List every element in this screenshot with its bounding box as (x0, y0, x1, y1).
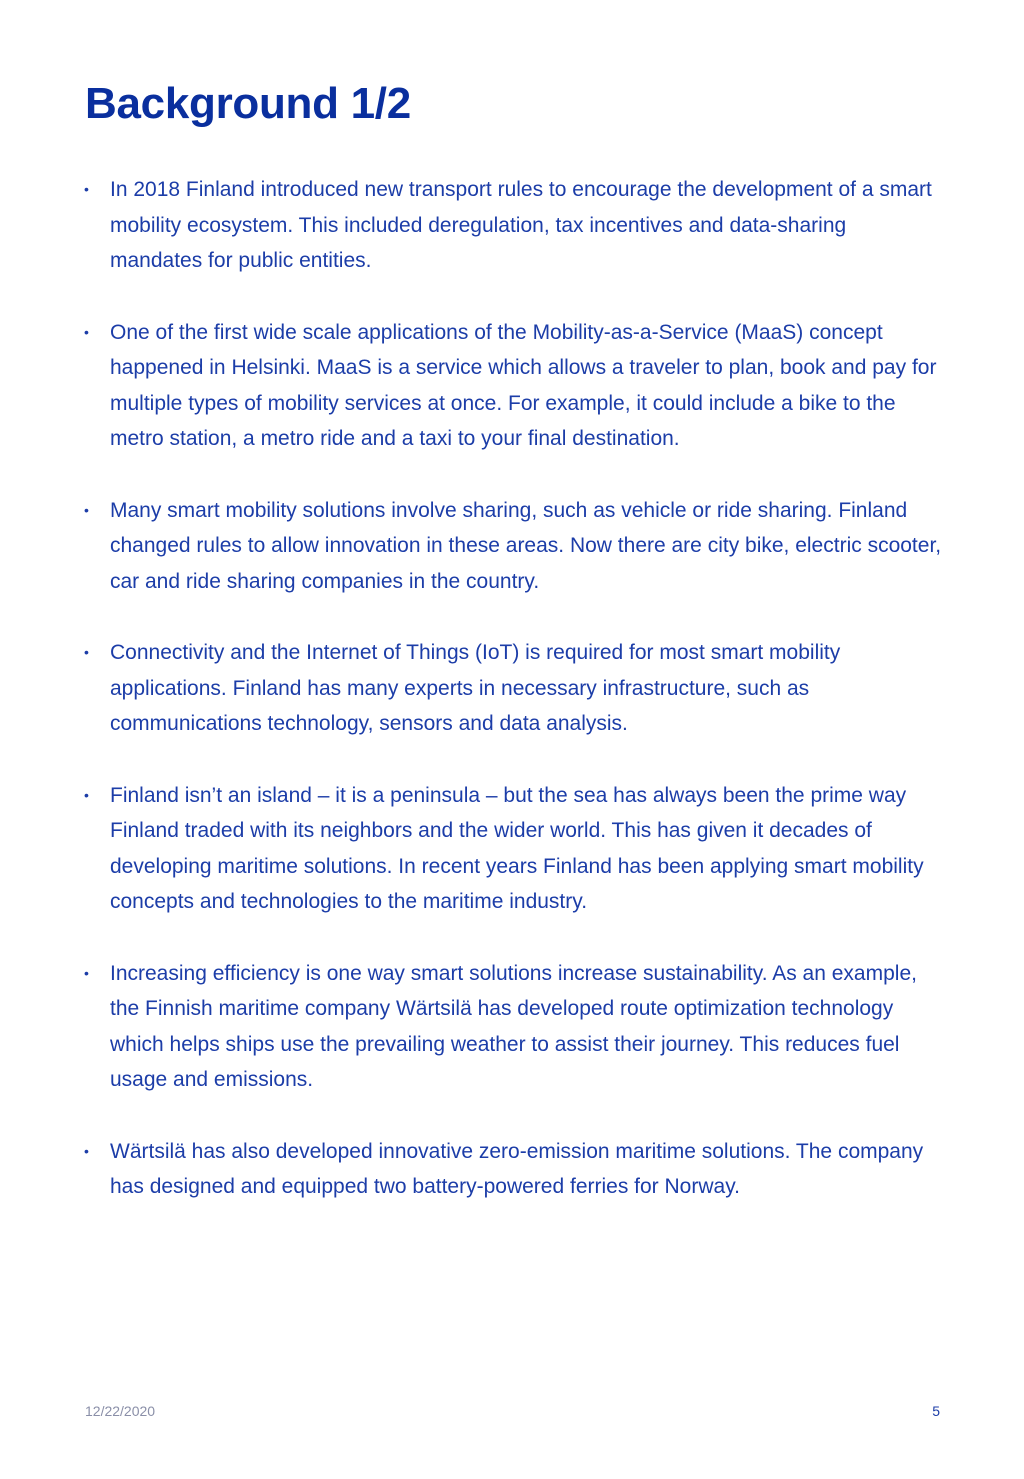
bullet-text: In 2018 Finland introduced new transport rules to encourage the development of a smart mobility ecosystem. This included deregulation, tax incentives and data-sharing mandates for public entities. (110, 178, 932, 272)
bullet-text: Wärtsilä has also developed innovative zero-emission maritime solutions. The company has designed and equipped two battery-powered ferries for Norway. (110, 1139, 924, 1198)
footer-date: 12/22/2020 (85, 1403, 156, 1419)
bullet-text: Connectivity and the Internet of Things (IoT) is required for most smart mobility applications. Finland has many experts in necessary infrastructure, such as communications technology, sensors and data analysis. (110, 641, 841, 735)
bullet-item (84, 956, 944, 1098)
bullet-list (84, 172, 944, 1241)
bullet-item (84, 315, 944, 457)
bullet-text: One of the first wide scale applications of the Mobility-as-a-Service (MaaS) concept happened in Helsinki. MaaS is a service which allows a traveler to plan, book and pay for multiple types of mobility services at once. For example, it could include a bike to the metro station, a metro ride and a taxi to your final destination. (110, 320, 937, 450)
bullet-dot-icon: • (84, 786, 89, 803)
bullet-text: Finland isn’t an island – it is a peninsula – but the sea has always been the prime way Finland traded with its neighbors and the wider world. This has given it decades of developing maritime solutions. In recent years Finland has been applying smart mobility concepts and technologies to the maritime industry. (110, 783, 924, 913)
bullet-dot-icon: • (84, 644, 89, 660)
bullet-item (84, 172, 944, 279)
bullet-item (84, 1134, 944, 1205)
bullet-dot-icon: • (84, 964, 89, 981)
bullet-item (84, 778, 944, 920)
bullet-dot-icon: • (84, 323, 89, 340)
page-number: 5 (932, 1403, 940, 1419)
bullet-item (84, 493, 944, 600)
bullet-dot-icon: • (84, 181, 89, 197)
bullet-dot-icon: • (84, 501, 89, 518)
bullet-dot-icon: • (84, 1142, 89, 1159)
page-title: Background 1/2 (85, 79, 411, 128)
bullet-item (84, 635, 944, 742)
bullet-text: Increasing efficiency is one way smart solutions increase sustainability. As an example, the Finnish maritime company Wärtsilä has developed route optimization technology which helps ships use the prevailing weather to assist their journey. This reduces fuel usage and emissions. (110, 961, 917, 1091)
bullet-text: Many smart mobility solutions involve sharing, such as vehicle or ride sharing. Finland changed rules to allow innovation in these areas. Now there are city bike, electric scooter, car and ride sharing companies in the country. (110, 498, 942, 593)
